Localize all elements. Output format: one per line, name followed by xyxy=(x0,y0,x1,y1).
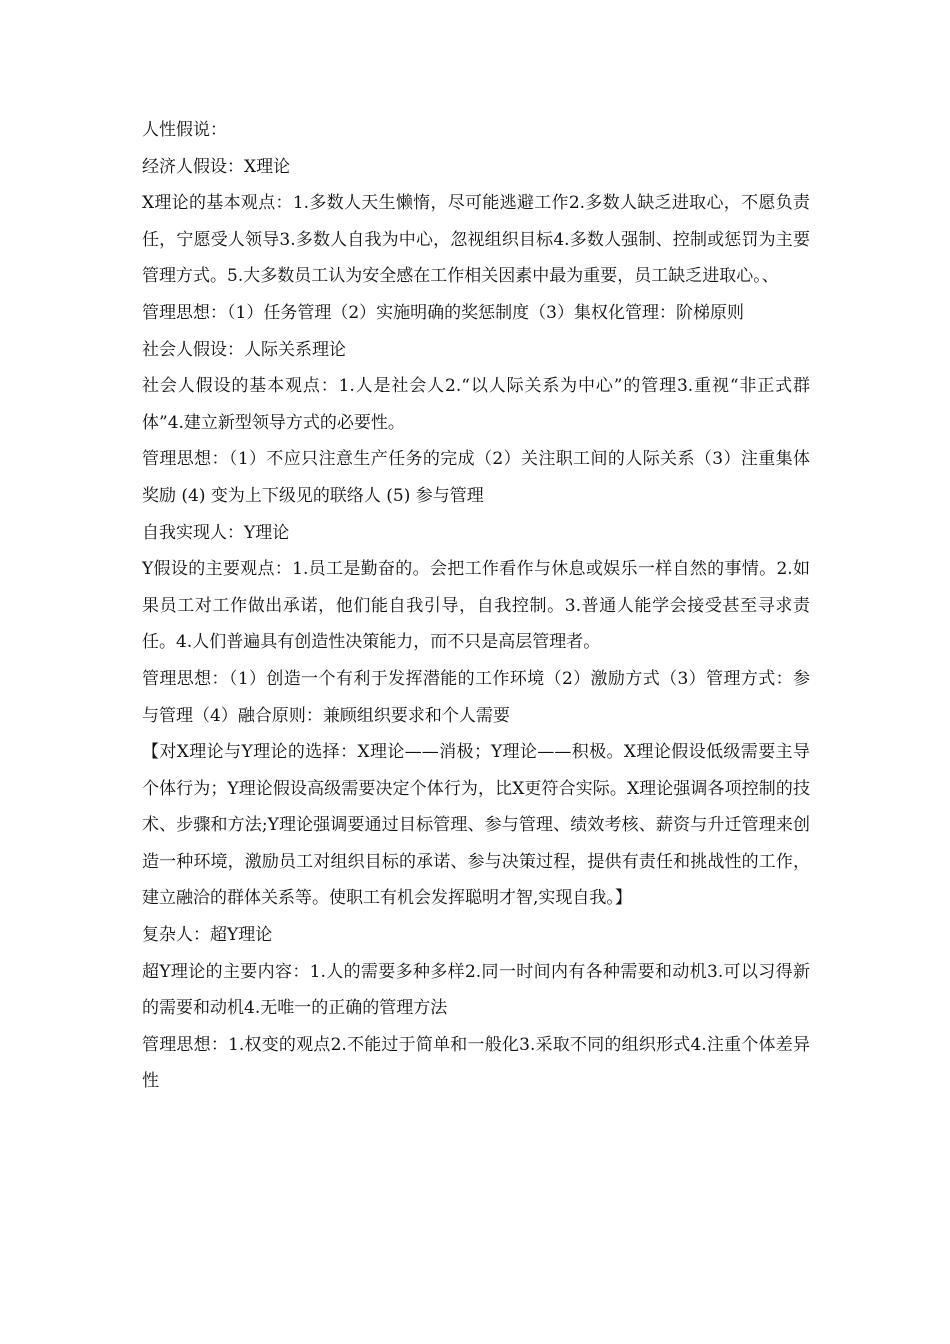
paragraph-x-vs-y-choice: 【对X理论与Y理论的选择：X理论——消极；Y理论——积极。X理论假设低级需要主导个体行为；Y理论假设高级需要决定个体行为，比X更符合实际。X理论强调各项控制的技术、步骤和方法;Y理论强调要通过目标管理、参与管理、绩效考核、薪资与升迁管理来创造一种环境，激励员工对组织目标的承诺、参与决策过程，提供有责任和挑战性的工作，建立融洽的群体关系等。使职工有机会发挥聪明才智,实现自我。】 xyxy=(142,742,810,909)
heading-human-nature: 人性假说： xyxy=(142,120,227,140)
document-body xyxy=(142,112,810,1100)
paragraph-social-man-management: 管理思想：（1）不应只注意生产任务的完成（2）关注职工间的人际关系（3）注重集体奖励 (4) 变为上下级见的联络人 (5) 参与管理 xyxy=(142,449,810,506)
paragraph-super-y-content: 超Y理论的主要内容：1.人的需要多种多样2.同一时间内有各种需要和动机3.可以习得新的需要和动机4.无唯一的正确的管理方法 xyxy=(142,961,810,1019)
paragraph-super-y-management: 管理思想：1.权变的观点2.不能过于简单和一般化3.采取不同的组织形式4.注重个体差异性 xyxy=(142,1034,810,1092)
heading-self-actualizing-man: 自我实现人：Y理论 xyxy=(142,522,290,543)
paragraph-x-theory-management: 管理思想：（1）任务管理（2）实施明确的奖惩制度（3）集权化管理：阶梯原则 xyxy=(142,302,744,323)
paragraph-x-theory-views: X理论的基本观点：1.多数人天生懒惰，尽可能逃避工作2.多数人缺乏进取心，不愿负责任，宁愿受人领导3.多数人自我为中心，忽视组织目标4.多数人强制、控制或惩罚为主要管理方式。5.大多数员工认为安全感在工作相关因素中最为重要，员工缺乏进取心。、 xyxy=(142,193,810,287)
paragraph-y-theory-views: Y假设的主要观点：1.员工是勤奋的。会把工作看作与休息或娱乐一样自然的事情。2.如果员工对工作做出承诺，他们能自我引导，自我控制。3.普通人能学会接受甚至寻求责任。4.人们普遍具有创造性决策能力，而不只是高层管理者。 xyxy=(142,559,810,653)
heading-complex-man: 复杂人：超Y理论 xyxy=(142,925,273,946)
heading-social-man: 社会人假设：人际关系理论 xyxy=(142,339,346,360)
heading-economic-man: 经济人假设：X理论 xyxy=(142,156,291,177)
paragraph-y-theory-management: 管理思想：（1）创造一个有利于发挥潜能的工作环境（2）激励方式（3）管理方式：参与管理（4）融合原则：兼顾组织要求和个人需要 xyxy=(142,668,810,726)
paragraph-social-man-views: 社会人假设的基本观点：1.人是社会人2.“以人际关系为中心”的管理3.重视“非正式群体”4.建立新型领导方式的必要性。 xyxy=(142,376,810,433)
